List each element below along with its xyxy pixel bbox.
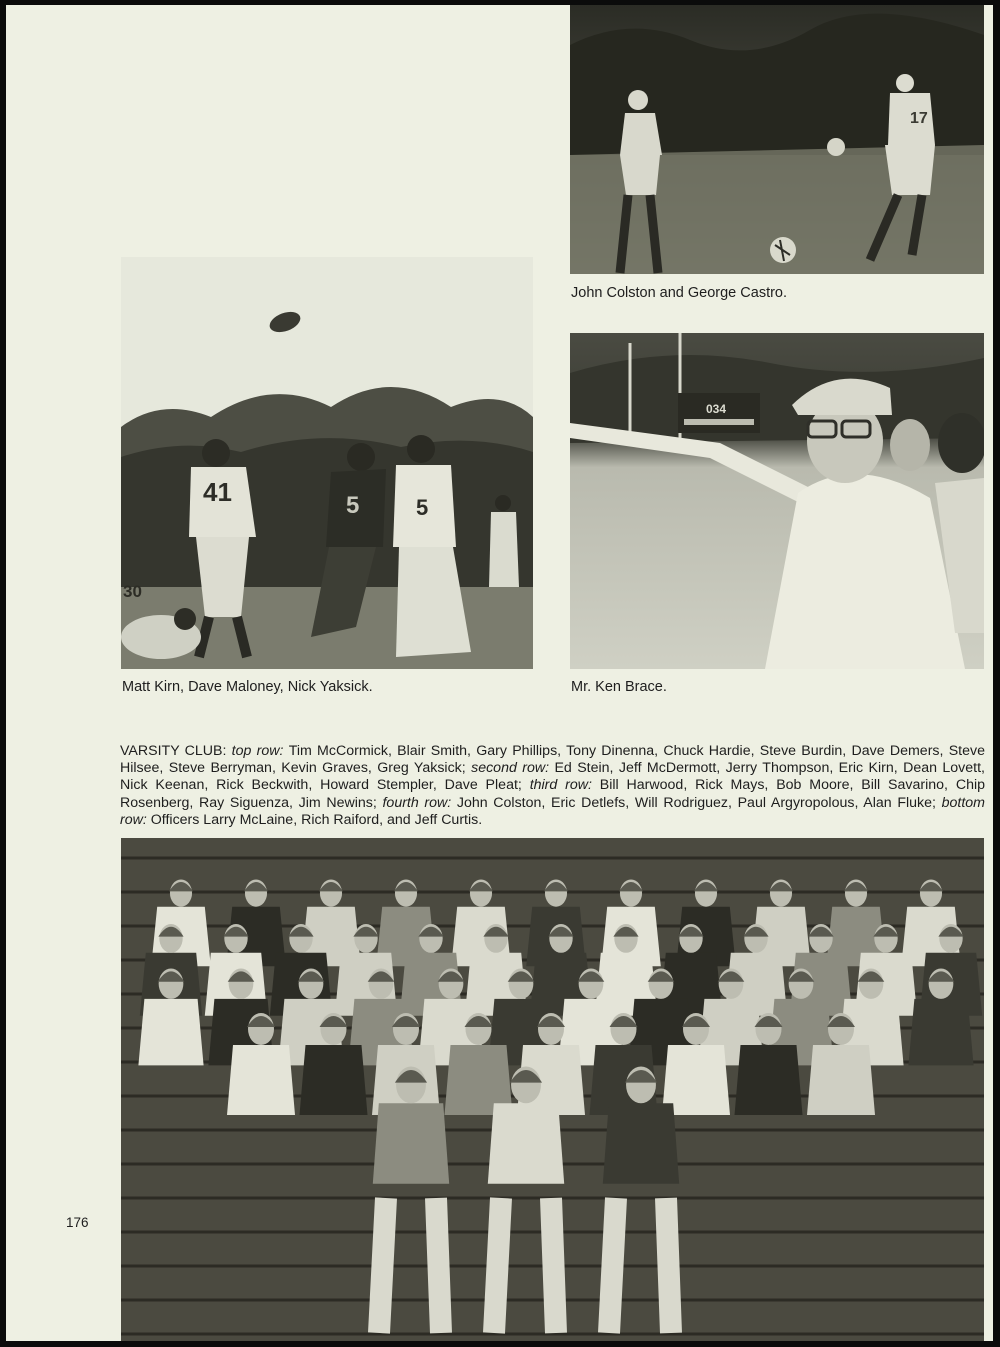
bottom-row-label: bottom row: (120, 794, 985, 828)
football-jersey-number-41: 41 (203, 477, 232, 507)
third-row-label: third row: (529, 777, 600, 794)
varsity-club-group-photo (121, 838, 984, 1341)
fourth-row-names: John Colston, Eric Detlefs, Will Rodriguez, Paul Argyropolous, Alan Fluke; (456, 794, 942, 811)
yearbook-page (6, 5, 993, 1341)
second-row-names: Ed Stein, Jeff McDermott, Jerry Thompson, Eric Kirn, Dean Lovett, Nick Keenan, Rick Beckwith, Howard Stempler, Dave Pleat; (120, 760, 985, 794)
soccer-jersey-number: 17 (910, 110, 928, 127)
football-jersey-number-5-white: 5 (416, 495, 429, 520)
third-row-names: Bill Harwood, Rick Mays, Bob Moore, Bill Savarino, Chip Rosenberg, Ray Siguenza, Jim Newins; (120, 777, 985, 811)
bottom-row-names: Officers Larry McLaine, Rich Raiford, and Jeff Curtis. (150, 811, 483, 828)
varsity-club-caption (120, 743, 985, 829)
football-photo (121, 257, 533, 669)
coach-photo (570, 333, 984, 669)
top-row-names: Tim McCormick, Blair Smith, Gary Phillips, Tony Dinenna, Chuck Hardie, Steve Burdin, Dave Demers, Steve Hilsee, Steve Berryman, Kevin Graves, Greg Yaksick; (120, 743, 985, 777)
football-caption: Matt Kirn, Dave Maloney, Nick Yaksick. (122, 679, 373, 695)
top-row-label: top row: (231, 743, 289, 759)
page-number: 176 (66, 1215, 89, 1230)
yard-marker: 30 (123, 582, 142, 601)
varsity-club-heading: VARSITY CLUB: (120, 743, 232, 759)
football-jersey-number-5-dark: 5 (346, 492, 360, 519)
second-row-label: second row: (471, 760, 555, 777)
scoreboard-text: 034 (706, 402, 727, 416)
soccer-photo (570, 5, 984, 274)
coach-caption: Mr. Ken Brace. (571, 679, 667, 695)
soccer-caption: John Colston and George Castro. (571, 285, 788, 301)
fourth-row-label: fourth row: (382, 794, 457, 811)
